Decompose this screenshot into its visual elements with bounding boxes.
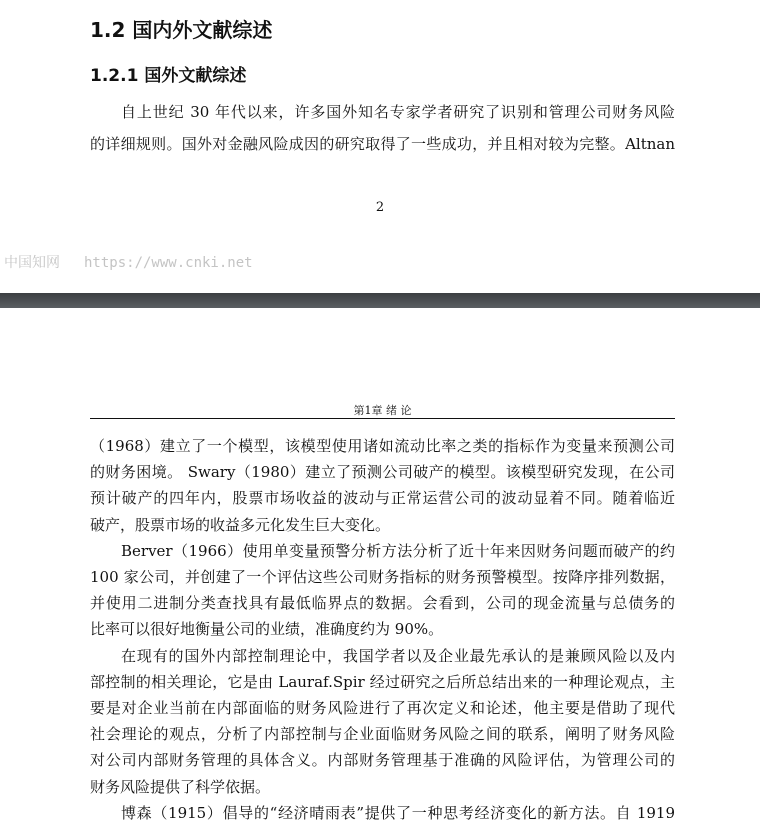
- page-number: 2: [375, 200, 385, 215]
- paragraph-line: Berver（1966）使用单变量预警分析方法分析了近十年来因财务问题而破产的约: [121, 541, 675, 560]
- paragraph-line: 的财务困境。 Swary（1980）建立了预测公司破产的模型。该模型研究发现，在公司: [90, 463, 675, 482]
- paragraph-line: （1968）建立了一个模型，该模型使用诸如流动比率之类的指标作为变量来预测公司: [90, 437, 675, 455]
- paragraph-line: 对公司内部财务管理的具体含义。内部财务管理基于准确的风险评估，为管理公司的: [90, 751, 675, 770]
- page-separator: [0, 293, 760, 308]
- paragraph-line: 财务风险提供了科学依据。: [90, 777, 271, 796]
- paragraph-line: 在现有的国外内部控制理论中，我国学者以及企业最先承认的是兼顾风险以及内: [121, 646, 675, 665]
- paragraph-line: 自上世纪 30 年代以来，许多国外知名专家学者研究了识别和管理公司财务风险: [121, 103, 675, 121]
- header-rule: [90, 418, 675, 419]
- paragraph-line: 预计破产的四年内，股票市场收益的波动与正常运营公司的波动显着不同。随着临近: [90, 489, 675, 508]
- paragraph-line: 博森（1915）倡导的“经济晴雨表”提供了一种思考经济变化的新方法。自 1919: [121, 803, 675, 822]
- section-heading: 1.2 国内外文献综述: [90, 18, 273, 42]
- watermark-name: 中国知网: [4, 255, 60, 271]
- paragraph-line: 100 家公司，并创建了一个评估这些公司财务指标的财务预警模型。按降序排列数据，: [90, 568, 675, 586]
- paragraph-line: 社会理论的观点，分析了内部控制与企业面临财务风险之间的联系，阐明了财务风险: [90, 725, 675, 744]
- paragraph-line: 部控制的相关理论，它是由 Lauraf.Spir 经过研究之后所总结出来的一种理论观点，主: [90, 672, 675, 691]
- running-header: 第1章 绪 论: [353, 404, 412, 417]
- paragraph-line: 比率可以很好地衡量公司的业绩，准确度约为 90%。: [90, 620, 444, 639]
- paragraph-line: 并使用二进制分类查找具有最低临界点的数据。会看到，公司的现金流量与总债务的: [90, 594, 675, 613]
- subsection-heading: 1.2.1 国外文献综述: [90, 66, 247, 86]
- paragraph-line: 要是对企业当前在内部面临的财务风险进行了再次定义和论述，他主要是借助了现代: [90, 699, 675, 717]
- paragraph-line: 的详细规则。国外对金融风险成因的研究取得了一些成功，并且相对较为完整。Altnan: [90, 135, 675, 153]
- watermark-url: https://www.cnki.net: [84, 255, 253, 271]
- watermark: [4, 252, 277, 272]
- paragraph-line: 破产，股票市场的收益多元化发生巨大变化。: [90, 515, 391, 534]
